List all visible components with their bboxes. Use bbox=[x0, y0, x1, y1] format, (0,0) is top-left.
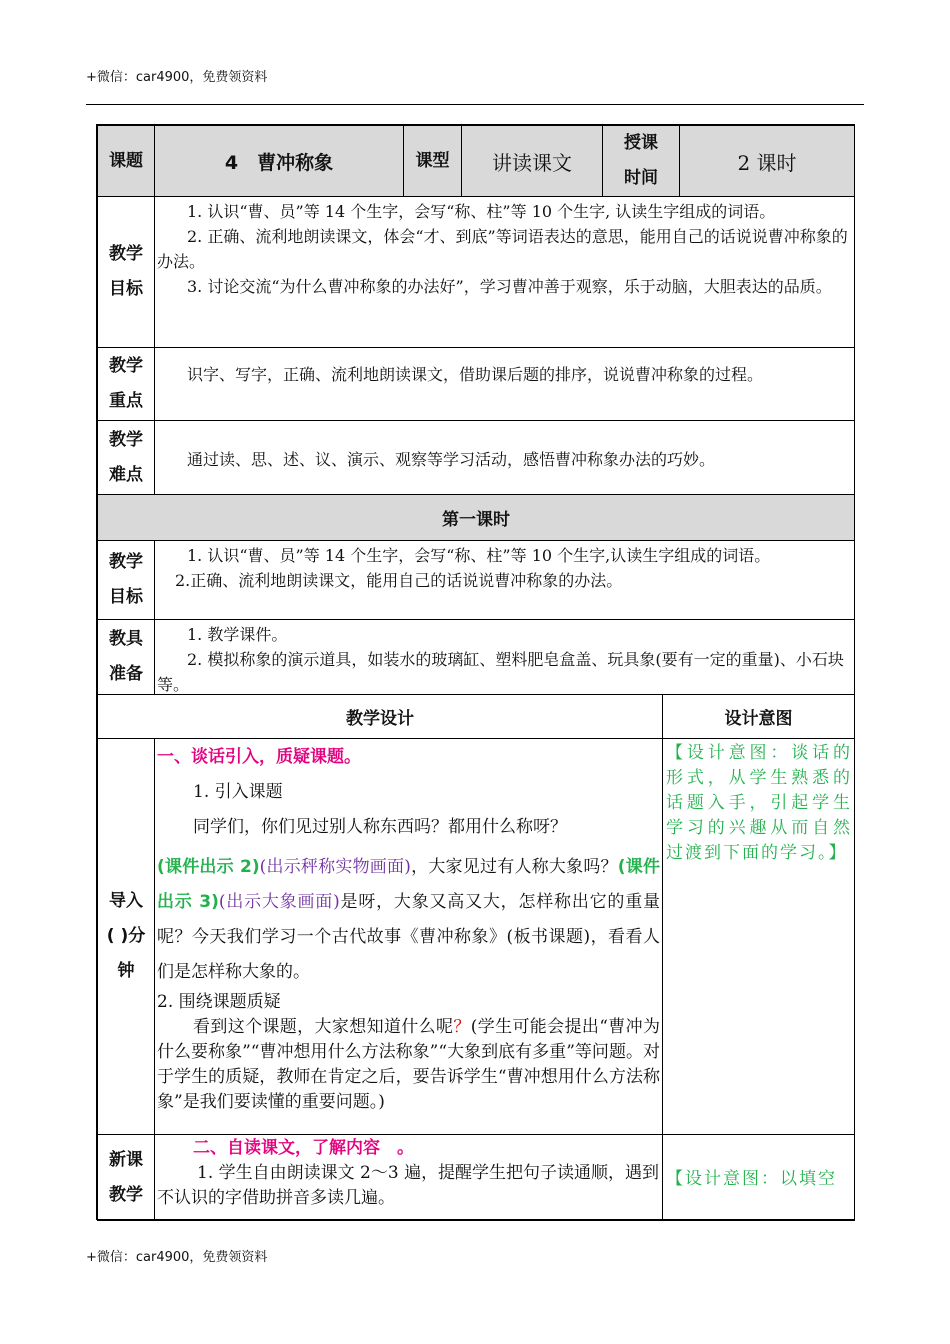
goals-label-line1: 教学 bbox=[109, 244, 143, 264]
lesson-plan-table bbox=[96, 124, 855, 1220]
courseware-3: (课件出示 3) bbox=[157, 857, 660, 912]
type-label: 课型 bbox=[415, 150, 450, 171]
lesson1-goals-content bbox=[154, 540, 855, 620]
intro-p3b: (学生可能会提出“曹冲为什么要称象”“曹冲想用什么方法称象”“大象到底有多重”等问题。对于学生的质疑，教师在肯定之后，要告诉学生“曹冲想用什么方法称象”是我们要读懂的重要问题。) bbox=[157, 1017, 660, 1112]
goals-label-line2: 目标 bbox=[109, 279, 143, 299]
time-label-cell bbox=[602, 125, 680, 197]
prep-label-cell bbox=[97, 619, 155, 695]
prep-item-1: 1. 教学课件。 bbox=[187, 625, 288, 644]
focus-label-cell bbox=[97, 347, 155, 421]
intro-sub2: 2. 围绕课题质疑 bbox=[157, 992, 281, 1012]
difficulty-label-cell bbox=[97, 420, 155, 495]
intro-label-line2: ( )分 bbox=[106, 926, 146, 946]
intro-p2 bbox=[157, 850, 660, 990]
topic-label: 课题 bbox=[109, 150, 143, 171]
prep-content bbox=[154, 619, 855, 695]
intro-p3-question-mark: ？ bbox=[453, 1017, 471, 1037]
intro-p3a: 看到这个课题，大家想知道什么呢 bbox=[193, 1017, 454, 1037]
intro-p2a: ，大家见过有人称大象吗？ bbox=[410, 857, 618, 877]
focus-label-line2: 重点 bbox=[109, 391, 143, 411]
lesson1-title-cell bbox=[97, 494, 855, 541]
design-header-right-cell bbox=[662, 694, 855, 739]
design-header-left-cell bbox=[97, 694, 663, 739]
intro-p2b: 是呀，大象又高又大，怎样称出它的重量呢？今天我们学习一个古代故事《曹冲称象》(板书课题)，看看人们是怎样称大象的。 bbox=[157, 892, 661, 982]
difficulty-text: 通过读、思、述、议、演示、观察等学习活动，感悟曹冲称象办法的巧妙。 bbox=[187, 450, 716, 469]
topic-label-cell bbox=[97, 125, 155, 197]
focus-text: 识字、写字，正确、流利地朗读课文，借助课后题的排序，说说曹冲称象的过程。 bbox=[187, 365, 764, 384]
intro-label-line3: 钟 bbox=[117, 961, 135, 981]
lesson1-goal-item-1: 1. 认识“曹、员”等 14 个生字，会写“称、柱”等 10 个生字,认读生字组成的词语。 bbox=[187, 546, 771, 565]
prep-item-2: 2. 模拟称象的演示道具，如装水的玻璃缸、塑料肥皂盒盖、玩具象(要有一定的重量)、小石块等。 bbox=[157, 650, 844, 694]
intro-intent: 【设计意图：谈话的形式，从学生熟悉的话题入手，引起学生学习的兴趣从而自然过渡到下面的学习。】 bbox=[666, 743, 852, 863]
time-value: 2 课时 bbox=[737, 150, 797, 175]
type-value: 讲读课文 bbox=[492, 150, 572, 175]
lesson1-goals-label-line2: 目标 bbox=[109, 587, 143, 607]
focus-label-line1: 教学 bbox=[109, 356, 143, 376]
topic-value-cell bbox=[154, 125, 404, 197]
newlesson-heading: 二、自读课文，了解内容 。 bbox=[193, 1138, 414, 1158]
lesson1-title: 第一课时 bbox=[442, 510, 510, 530]
topic-value: 4 曹冲称象 bbox=[224, 151, 334, 174]
newlesson-p1: 1. 学生自由朗读课文 2～3 遍，提醒学生把句子读通顺，遇到不认识的字借助拼音多读几遍。 bbox=[157, 1163, 660, 1208]
time-label-line2: 时间 bbox=[624, 168, 658, 188]
lesson1-goals-label-cell bbox=[97, 540, 155, 620]
prep-label-line1: 教具 bbox=[109, 629, 143, 649]
difficulty-label-line1: 教学 bbox=[109, 429, 143, 450]
intro-p3 bbox=[157, 1015, 660, 1115]
courseware-3-note: (出示大象画面) bbox=[218, 892, 340, 912]
lesson1-goal-item-2: 2.正确、流利地朗读课文，能用自己的话说说曹冲称象的办法。 bbox=[175, 571, 623, 590]
newlesson-intent: 【设计意图：以填空 bbox=[666, 1169, 837, 1189]
intro-label-line1: 导入 bbox=[109, 891, 143, 911]
newlesson-label-cell bbox=[97, 1134, 155, 1221]
prep-label-line2: 准备 bbox=[109, 664, 143, 684]
header-divider bbox=[86, 104, 864, 105]
footer-note: +微信：car4900，免费领资料 bbox=[86, 1250, 268, 1265]
intro-intent-cell bbox=[662, 738, 855, 1135]
intro-sub1: 1. 引入课题 bbox=[193, 782, 283, 802]
lesson1-goals-label-line1: 教学 bbox=[109, 552, 143, 572]
intro-label-cell bbox=[97, 738, 155, 1135]
goals-content bbox=[154, 196, 855, 348]
design-header-left: 教学设计 bbox=[346, 709, 414, 729]
difficulty-label-line2: 难点 bbox=[109, 464, 143, 485]
courseware-2-note: (出示秤称实物画面) bbox=[259, 857, 411, 877]
goal-item-3: 3. 讨论交流“为什么曹冲称象的办法好”，学习曹冲善于观察，乐于动脑，大胆表达的品质。 bbox=[187, 277, 832, 296]
newlesson-intent-cell bbox=[662, 1134, 855, 1221]
goals-label-cell bbox=[97, 196, 155, 348]
focus-content bbox=[154, 347, 855, 421]
goal-item-2: 2. 正确、流利地朗读课文，体会“才、到底”等词语表达的意思，能用自己的话说说曹冲称象的办法。 bbox=[157, 227, 848, 271]
difficulty-content bbox=[154, 420, 855, 495]
time-label-line1: 授课 bbox=[624, 133, 658, 153]
intro-heading: 一、谈话引入，质疑课题。 bbox=[157, 747, 361, 767]
newlesson-label-line1: 新课 bbox=[109, 1149, 143, 1170]
type-value-cell bbox=[461, 125, 603, 197]
newlesson-content bbox=[154, 1134, 663, 1221]
type-label-cell bbox=[403, 125, 462, 197]
header-note: +微信：car4900，免费领资料 bbox=[86, 70, 268, 85]
intro-p1: 同学们，你们见过别人称东西吗？都用什么称呀？ bbox=[193, 817, 567, 837]
newlesson-label-line2: 教学 bbox=[109, 1184, 143, 1205]
goal-item-1: 1. 认识“曹、员”等 14 个生字，会写“称、柱”等 10 个生字, 认读生字组成的词语。 bbox=[187, 202, 776, 221]
courseware-2: (课件出示 2) bbox=[157, 857, 260, 877]
intro-content bbox=[154, 738, 663, 1135]
design-header-right: 设计意图 bbox=[724, 709, 793, 729]
time-value-cell bbox=[679, 125, 855, 197]
